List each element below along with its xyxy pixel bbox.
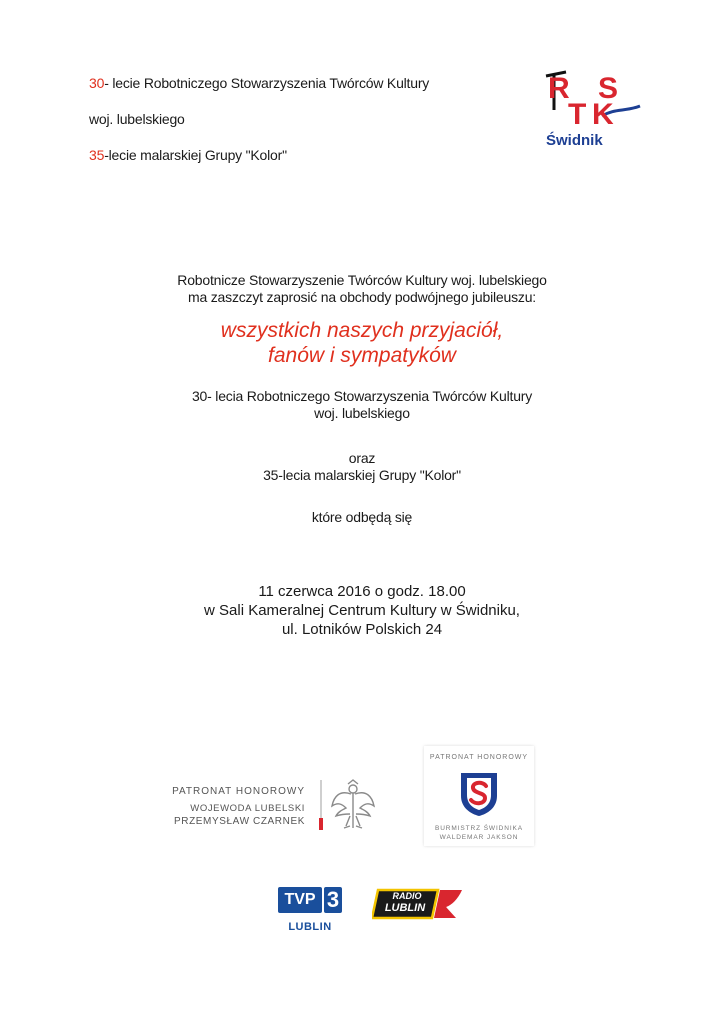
jubilee-35-line: 35-lecia malarskiej Grupy "Kolor" (263, 467, 461, 483)
patronage-voivode-name: PRZEMYSŁAW CZARNEK (173, 816, 305, 827)
guests-line-2: fanów i sympatyków (268, 344, 456, 367)
invitation-intro (0, 272, 724, 306)
patronage-mayor (424, 746, 534, 846)
tvp-city: LUBLIN (288, 921, 332, 933)
patronage-mayor-name: WALDEMAR JAKSON (439, 834, 519, 841)
tvp-brand: TVP (278, 887, 322, 913)
header-anniv-35: 35 (89, 147, 105, 163)
jubilee-30-line-1: 30- lecia Robotniczego Stowarzyszenia Twórców Kultury (191, 388, 533, 404)
header-line-2: woj. lubelskiego (89, 111, 185, 127)
event-place: w Sali Kameralnej Centrum Kultury w Świdniku, (204, 602, 520, 619)
patronage-voivode (172, 772, 380, 842)
intro-line-1: Robotnicze Stowarzyszenie Twórców Kultury woj. lubelskiego (177, 272, 547, 288)
header-line-1 (89, 75, 429, 91)
header-line-3-text: -lecie malarskiej Grupy "Kolor" (104, 147, 287, 163)
guests-heading (0, 318, 724, 368)
logo-letter-t: T (568, 98, 587, 131)
which-will-take-place: które odbędą się (311, 509, 413, 525)
intro-line-2: ma zaszczyt zaprosić na obchody podwójnego jubileuszu: (188, 289, 536, 305)
polish-eagle-icon (330, 778, 376, 834)
patronage-mayor-role: BURMISTRZ ŚWIDNIKA (434, 825, 524, 832)
swidnik-crest-icon (457, 770, 501, 818)
logo-letter-k: K (592, 98, 614, 131)
radio-line-2: LUBLIN (384, 902, 426, 914)
divider-red-accent (319, 818, 323, 830)
event-details (0, 582, 724, 639)
logo-city: Świdnik (546, 132, 603, 149)
patronage-voivode-role: WOJEWODA LUBELSKI (190, 803, 305, 814)
event-address: ul. Lotników Polskich 24 (281, 621, 443, 638)
event-date: 11 czerwca 2016 o godz. 18.00 (258, 583, 466, 600)
tvp3-lublin-logo (278, 887, 342, 935)
header-anniv-30: 30 (89, 75, 105, 91)
patronage-mayor-title: PATRONAT HONOROWY (429, 754, 529, 761)
radio-line-1: RADIO (392, 891, 422, 901)
logo-letter-s: S (598, 72, 619, 105)
patronage-voivode-title: PATRONAT HONOROWY (172, 786, 305, 797)
header-line-1-text: - lecie Robotniczego Stowarzyszenia Twórców Kultury (104, 75, 430, 91)
jubilee-35 (0, 450, 724, 484)
jubilee-30-line-2: woj. lubelskiego (314, 405, 410, 421)
logo-letter-r: R (548, 72, 570, 105)
jubilee-30 (0, 388, 724, 422)
guests-line-1: wszystkich naszych przyjaciół, (220, 319, 504, 342)
radio-lublin-logo (372, 887, 464, 921)
tvp-channel-number: 3 (324, 887, 342, 913)
header-line-3 (89, 147, 287, 163)
oraz-text: oraz (348, 450, 376, 466)
rstk-logo (540, 68, 650, 158)
